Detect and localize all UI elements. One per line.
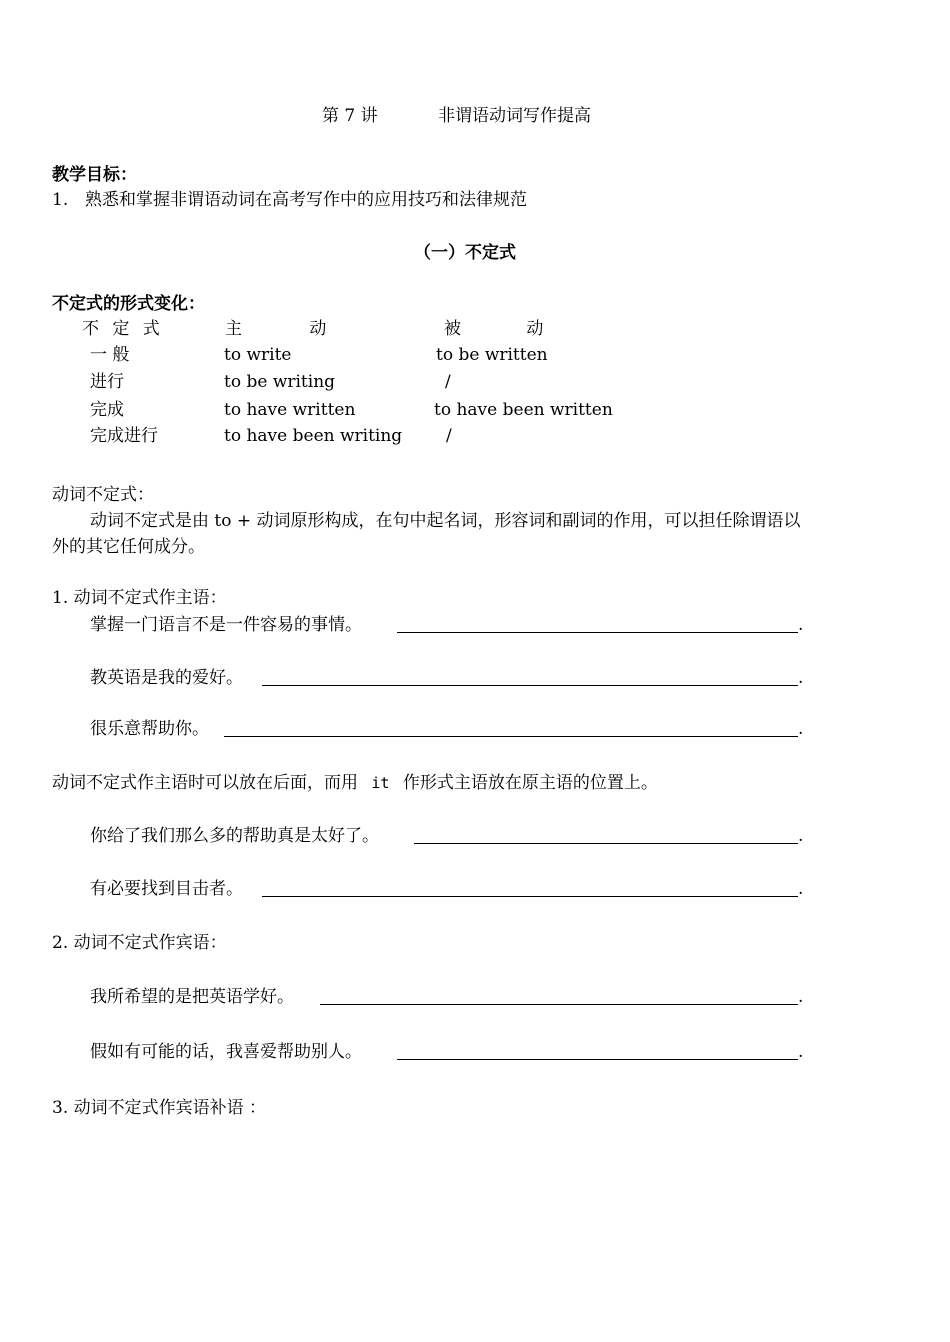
page-title: 非谓语动词写作提高 [438, 106, 591, 126]
column-header-active: 主 动 [225, 319, 327, 339]
exercise-prompt: 很乐意帮助你。 [90, 719, 209, 739]
exercise-prompt: 你给了我们那么多的帮助真是太好了。 [90, 826, 379, 846]
goals-heading: 教学目标： [52, 165, 137, 185]
blank-period: . [798, 615, 804, 635]
it-note-after: 作形式主语放在原主语的位置上。 [402, 773, 658, 793]
exercise-prompt: 假如有可能的话，我喜爱帮助别人。 [90, 1042, 362, 1062]
column-header-passive: 被 动 [444, 319, 544, 339]
row-form: 完成 [90, 400, 124, 420]
answer-blank[interactable] [262, 896, 798, 897]
column-header-form: 不 定 式 [82, 319, 164, 339]
forms-heading: 不定式的形式变化： [52, 294, 205, 314]
section-title: （一）不定式 [414, 243, 516, 263]
it-note-before: 动词不定式作主语时可以放在后面，而用 [52, 773, 358, 793]
answer-blank[interactable] [224, 736, 798, 737]
row-form: 完成进行 [90, 426, 158, 446]
complement-heading: 3. 动词不定式作宾语补语 ： [52, 1098, 267, 1118]
row-active: to write [224, 345, 292, 365]
row-form: 进行 [90, 372, 124, 392]
answer-blank[interactable] [397, 1059, 798, 1060]
exercise-prompt: 教英语是我的爱好。 [90, 668, 243, 688]
definition-line-2: 外的其它任何成分。 [52, 537, 205, 557]
definition-line-1: 动词不定式是由 to + 动词原形构成，在句中起名词，形容词和副词的作用，可以担任除谓语以 [90, 511, 801, 531]
exercise-prompt: 有必要找到目击者。 [90, 879, 243, 899]
lecture-number: 第 7 讲 [322, 106, 378, 126]
row-passive: / [446, 426, 452, 446]
blank-period: . [798, 719, 804, 739]
row-active: to have been writing [224, 426, 403, 446]
definition-heading: 动词不定式： [52, 485, 154, 505]
row-passive: to have been written [434, 400, 613, 420]
row-passive: to be written [436, 345, 548, 365]
blank-period: . [798, 826, 804, 846]
row-active: to be writing [224, 372, 336, 392]
it-keyword: it [371, 774, 390, 792]
it-note [52, 772, 658, 794]
blank-period: . [798, 987, 804, 1007]
answer-blank[interactable] [262, 685, 798, 686]
row-form: 一 般 [90, 345, 130, 365]
subject-heading: 1. 动词不定式作主语： [52, 588, 227, 608]
goal-number: 1. [52, 190, 69, 210]
goal-text: 熟悉和掌握非谓语动词在高考写作中的应用技巧和法律规范 [85, 190, 527, 210]
row-active: to have written [224, 400, 356, 420]
blank-period: . [798, 1042, 804, 1062]
row-passive: / [445, 372, 451, 392]
blank-period: . [798, 879, 804, 899]
exercise-prompt: 掌握一门语言不是一件容易的事情。 [90, 615, 362, 635]
answer-blank[interactable] [320, 1004, 798, 1005]
answer-blank[interactable] [414, 843, 798, 844]
object-heading: 2. 动词不定式作宾语： [52, 933, 227, 953]
answer-blank[interactable] [397, 632, 798, 633]
blank-period: . [798, 668, 804, 688]
exercise-prompt: 我所希望的是把英语学好。 [90, 987, 294, 1007]
